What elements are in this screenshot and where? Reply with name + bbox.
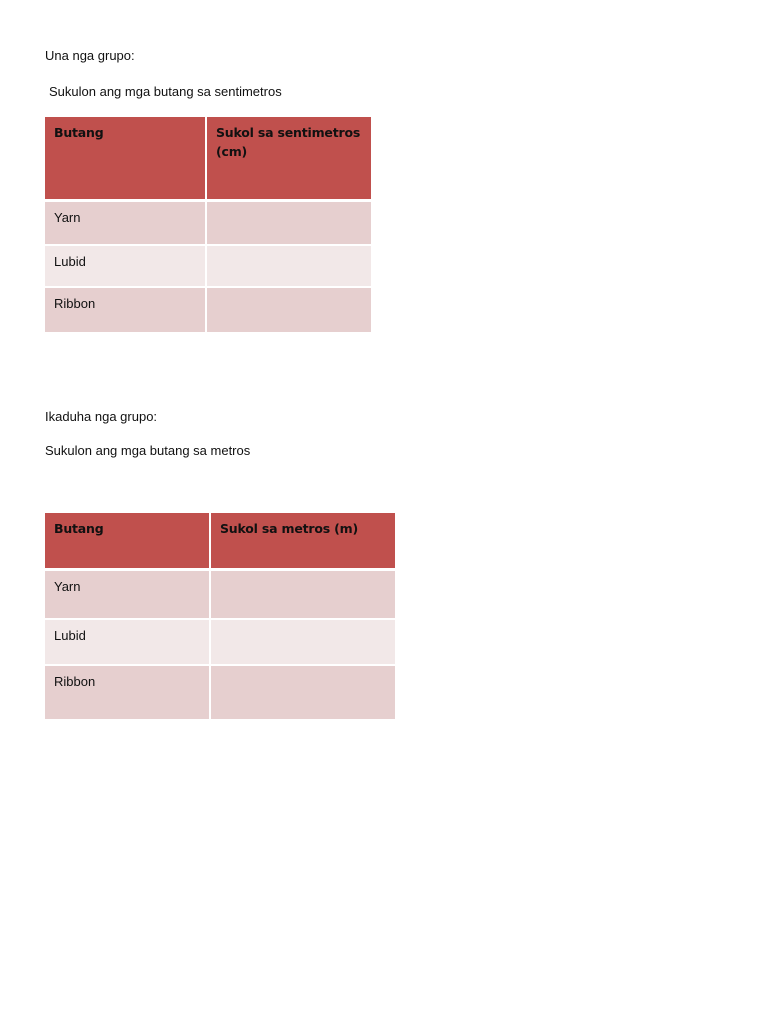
item-cell: Yarn [45,569,210,619]
group2-heading: Ikaduha nga grupo: [45,409,158,424]
measurement-cell[interactable] [210,569,395,619]
table-row [45,619,395,665]
measurement-cell[interactable] [206,200,371,245]
group2-table-header-row [45,513,395,569]
table-row [45,665,395,720]
item-cell: Lubid [45,619,210,665]
measurement-cell[interactable] [210,619,395,665]
table-row [45,287,371,333]
table-row [45,245,371,287]
group1-table-header-row [45,117,371,200]
group2-table [45,513,395,721]
item-cell: Yarn [45,200,206,245]
measurement-cell[interactable] [210,665,395,720]
group2-instruction: Sukulon ang mga butang sa metros [45,443,251,458]
measurement-cell[interactable] [206,287,371,333]
table-row [45,200,371,245]
group2-header-item: Butang [45,513,210,569]
group2-header-measure-m: Sukol sa metros (m) [210,513,395,569]
group1-instruction: Sukulon ang mga butang sa sentimetros [49,84,282,99]
group1-header-item: Butang [45,117,206,200]
item-cell: Lubid [45,245,206,287]
group1-table [45,117,371,334]
item-cell: Ribbon [45,287,206,333]
item-cell: Ribbon [45,665,210,720]
group1-header-measure-cm: Sukol sa sentimetros (cm) [206,117,371,200]
group1-heading: Una nga grupo: [45,48,135,63]
measurement-cell[interactable] [206,245,371,287]
table-row [45,569,395,619]
